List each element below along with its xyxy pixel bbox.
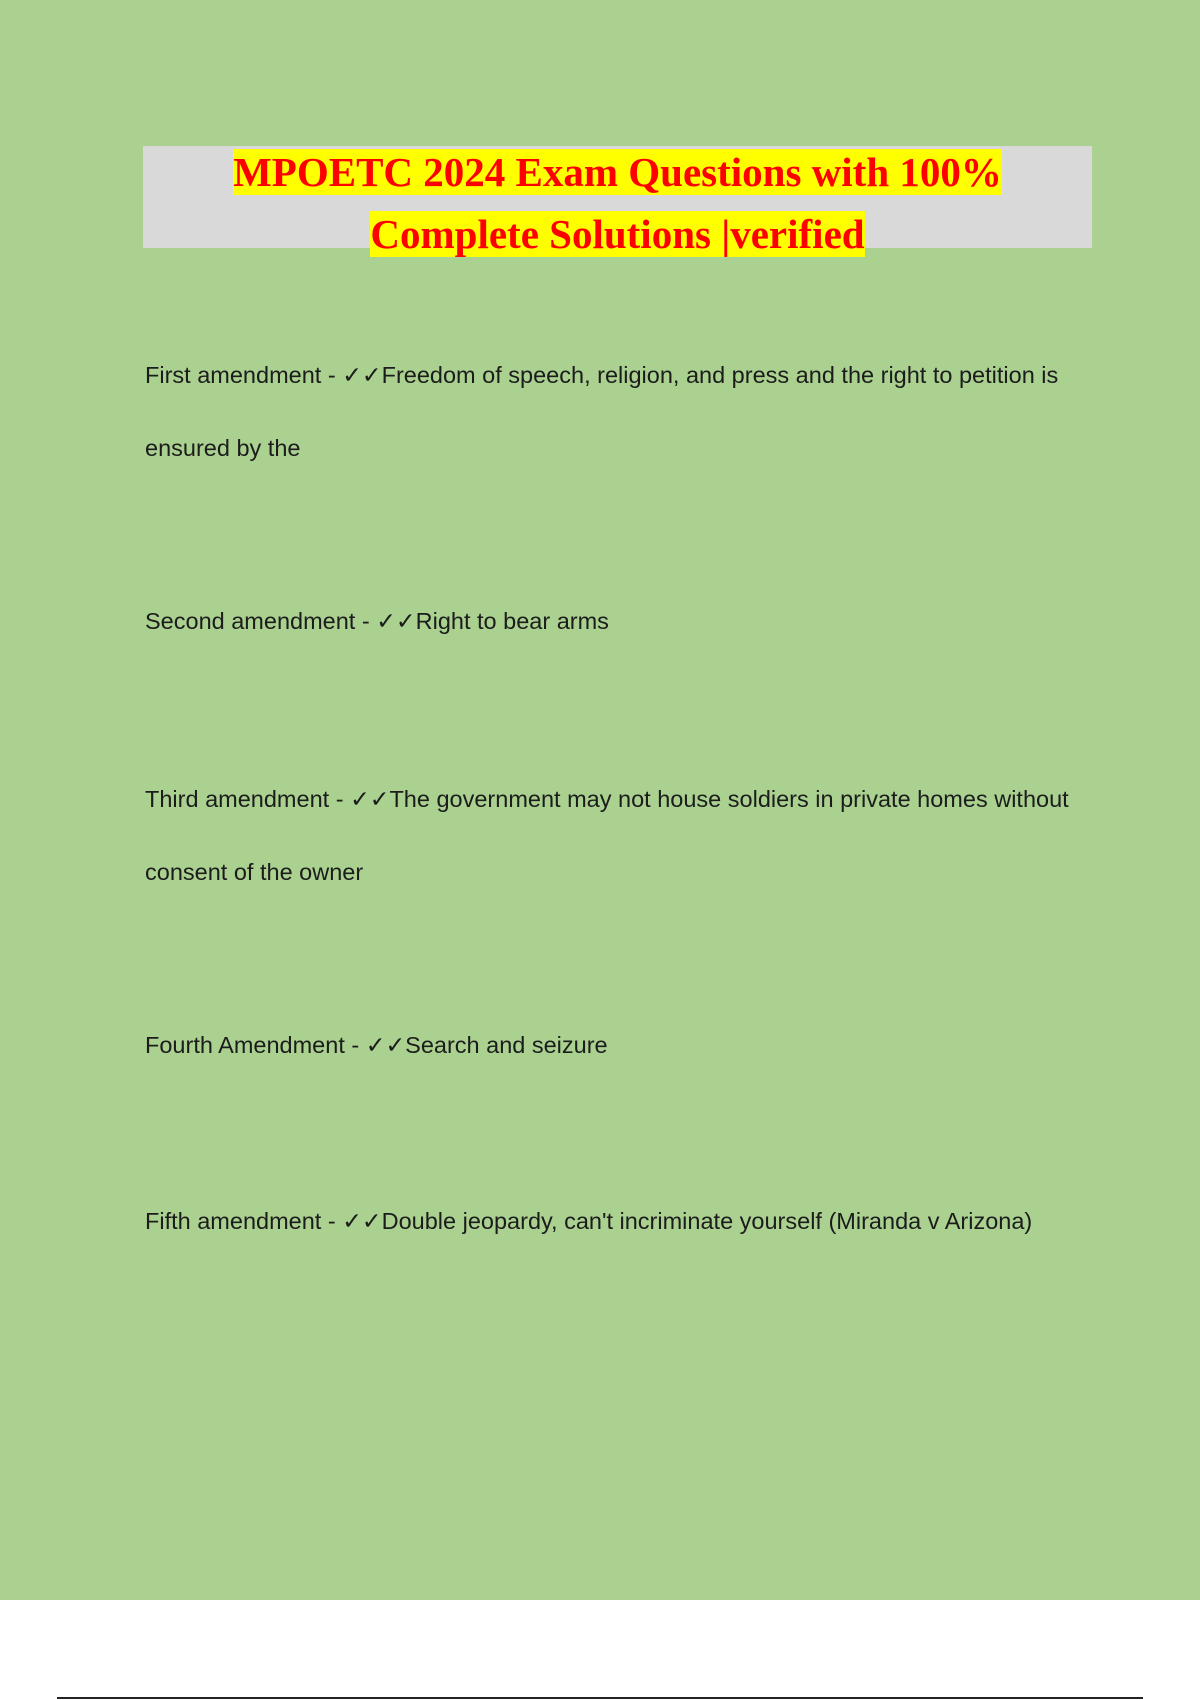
qa-item-fifth-amendment: [145, 1185, 1095, 1258]
qa-item-second-amendment: [145, 585, 1095, 658]
footer-divider: [57, 1697, 1143, 1699]
qa-separator: -: [355, 608, 377, 634]
qa-answer: Right to bear arms: [415, 608, 609, 634]
check-mark-icon: ✓✓: [376, 608, 416, 634]
qa-item-third-amendment: [145, 763, 1095, 909]
check-mark-icon: ✓✓: [342, 362, 382, 388]
qa-separator: -: [329, 786, 351, 812]
qa-separator: -: [344, 1032, 366, 1058]
qa-term: First amendment: [145, 362, 322, 388]
qa-item-fourth-amendment: [145, 1009, 1095, 1082]
qa-separator: -: [321, 362, 343, 388]
check-mark-icon: ✓✓: [350, 786, 390, 812]
qa-answer: Freedom of speech, religion, and press and the right to petition is ensured by the: [145, 362, 1059, 461]
title-banner: [143, 146, 1092, 257]
check-mark-icon: ✓✓: [365, 1032, 406, 1058]
document-title: [143, 146, 1092, 270]
check-mark-icon: ✓✓: [342, 1208, 382, 1234]
qa-answer: Search and seizure: [405, 1032, 608, 1058]
qa-term: Second amendment: [145, 608, 356, 634]
qa-separator: -: [321, 1208, 343, 1234]
title-line-1: MPOETC 2024 Exam Questions with 100%: [233, 149, 1002, 195]
qa-item-first-amendment: [145, 339, 1095, 485]
qa-answer: The government may not house soldiers in private homes without consent of the owner: [145, 786, 1069, 885]
qa-term: Fifth amendment: [145, 1208, 322, 1234]
qa-term: Third amendment: [145, 786, 330, 812]
qa-term: Fourth Amendment: [145, 1032, 345, 1058]
qa-answer: Double jeopardy, can't incriminate yourself (Miranda v Arizona): [381, 1208, 1033, 1234]
title-line-2: Complete Solutions |verified: [370, 211, 865, 257]
